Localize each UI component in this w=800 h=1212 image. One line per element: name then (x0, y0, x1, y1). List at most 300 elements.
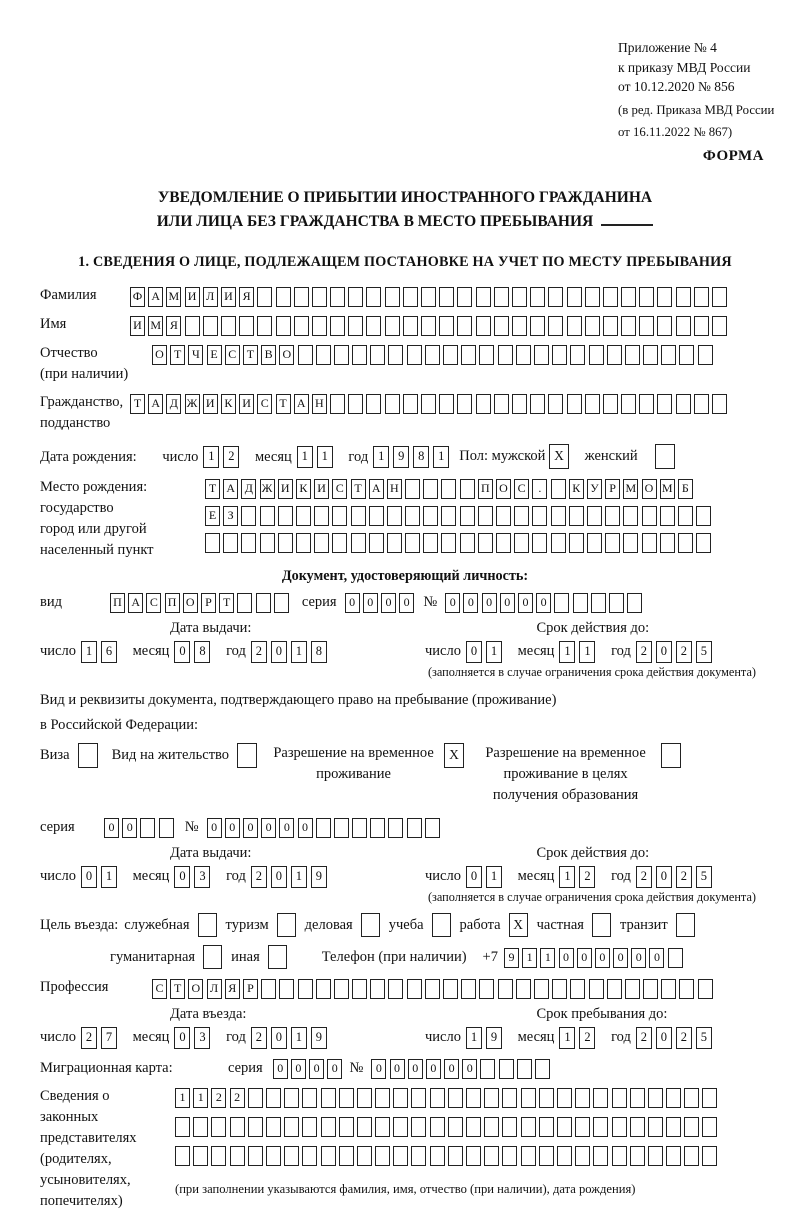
char-cell[interactable]: 2 (676, 866, 692, 888)
char-cell[interactable] (351, 506, 366, 526)
char-cell[interactable]: 5 (696, 641, 712, 663)
char-cell[interactable] (330, 287, 345, 307)
char-cell[interactable]: 0 (656, 1027, 672, 1049)
char-cell[interactable] (666, 1088, 681, 1108)
char-cell[interactable] (460, 479, 475, 499)
char-cell[interactable]: С (146, 593, 161, 613)
char-cell[interactable]: Ж (185, 394, 200, 414)
char-cell[interactable] (479, 345, 494, 365)
char-cell[interactable] (517, 1059, 532, 1079)
char-cell[interactable] (494, 394, 509, 414)
char-cell[interactable] (548, 394, 563, 414)
char-cell[interactable] (312, 287, 327, 307)
char-cell[interactable] (657, 287, 672, 307)
char-cell[interactable] (554, 593, 569, 613)
char-cell[interactable]: 2 (251, 866, 267, 888)
char-cell[interactable] (657, 316, 672, 336)
char-cell[interactable]: Ч (188, 345, 203, 365)
char-cell[interactable] (639, 394, 654, 414)
char-cell[interactable] (237, 593, 252, 613)
char-cell[interactable] (702, 1117, 717, 1137)
char-cell[interactable] (612, 1117, 627, 1137)
purpose-private-checkbox[interactable] (592, 913, 611, 937)
char-cell[interactable]: А (223, 479, 238, 499)
char-cell[interactable]: 1 (101, 866, 117, 888)
char-cell[interactable]: 1 (486, 866, 502, 888)
char-cell[interactable]: И (221, 287, 236, 307)
char-cell[interactable]: 0 (207, 818, 222, 838)
char-cell[interactable]: 3 (194, 1027, 210, 1049)
char-cell[interactable] (585, 287, 600, 307)
char-cell[interactable] (498, 345, 513, 365)
char-cell[interactable]: 8 (413, 446, 429, 468)
char-cell[interactable]: 2 (636, 641, 652, 663)
char-cell[interactable] (387, 533, 402, 553)
char-cell[interactable] (241, 533, 256, 553)
char-cell[interactable] (530, 316, 545, 336)
char-cell[interactable] (441, 506, 456, 526)
char-cell[interactable] (514, 533, 529, 553)
char-cell[interactable] (330, 394, 345, 414)
char-cell[interactable] (302, 1117, 317, 1137)
char-cell[interactable]: 0 (363, 593, 378, 613)
char-cell[interactable] (316, 345, 331, 365)
char-cell[interactable]: 0 (243, 818, 258, 838)
purpose-work-checkbox[interactable]: X (509, 913, 528, 937)
temp-residence-checkbox[interactable]: X (444, 743, 464, 768)
char-cell[interactable] (334, 818, 349, 838)
char-cell[interactable] (276, 316, 291, 336)
char-cell[interactable]: Е (207, 345, 222, 365)
char-cell[interactable] (712, 316, 727, 336)
char-cell[interactable] (648, 1117, 663, 1137)
char-cell[interactable]: 0 (656, 641, 672, 663)
char-cell[interactable] (385, 316, 400, 336)
char-cell[interactable] (388, 979, 403, 999)
char-cell[interactable]: 0 (371, 1059, 386, 1079)
char-cell[interactable] (314, 533, 329, 553)
char-cell[interactable] (405, 533, 420, 553)
char-cell[interactable] (257, 316, 272, 336)
char-cell[interactable] (407, 979, 422, 999)
char-cell[interactable]: 9 (311, 866, 327, 888)
char-cell[interactable]: К (221, 394, 236, 414)
char-cell[interactable]: А (148, 287, 163, 307)
char-cell[interactable] (348, 316, 363, 336)
char-cell[interactable] (496, 533, 511, 553)
char-cell[interactable] (423, 479, 438, 499)
char-cell[interactable]: 0 (466, 866, 482, 888)
char-cell[interactable]: 0 (174, 866, 190, 888)
char-cell[interactable]: Т (170, 345, 185, 365)
char-cell[interactable] (248, 1117, 263, 1137)
char-cell[interactable] (421, 316, 436, 336)
char-cell[interactable] (534, 979, 549, 999)
char-cell[interactable] (366, 287, 381, 307)
char-cell[interactable]: М (623, 479, 638, 499)
char-cell[interactable] (441, 479, 456, 499)
char-cell[interactable]: 0 (482, 593, 497, 613)
char-cell[interactable] (439, 316, 454, 336)
char-cell[interactable] (570, 979, 585, 999)
gender-female-checkbox[interactable] (655, 444, 675, 469)
char-cell[interactable]: 0 (462, 1059, 477, 1079)
char-cell[interactable] (274, 593, 289, 613)
char-cell[interactable] (612, 1088, 627, 1108)
char-cell[interactable]: Л (203, 287, 218, 307)
char-cell[interactable] (448, 1088, 463, 1108)
char-cell[interactable] (666, 1117, 681, 1137)
purpose-study-checkbox[interactable] (432, 913, 451, 937)
char-cell[interactable]: 0 (81, 866, 97, 888)
char-cell[interactable] (630, 1088, 645, 1108)
char-cell[interactable] (411, 1088, 426, 1108)
purpose-other-checkbox[interactable] (268, 945, 287, 969)
char-cell[interactable]: 2 (636, 866, 652, 888)
char-cell[interactable]: 0 (444, 1059, 459, 1079)
char-cell[interactable] (539, 1088, 554, 1108)
char-cell[interactable] (357, 1117, 372, 1137)
char-cell[interactable]: 0 (656, 866, 672, 888)
char-cell[interactable] (676, 287, 691, 307)
char-cell[interactable]: 9 (486, 1027, 502, 1049)
char-cell[interactable]: О (152, 345, 167, 365)
char-cell[interactable] (203, 316, 218, 336)
char-cell[interactable] (407, 818, 422, 838)
char-cell[interactable]: 0 (271, 1027, 287, 1049)
char-cell[interactable] (375, 1088, 390, 1108)
char-cell[interactable] (294, 287, 309, 307)
char-cell[interactable]: 0 (345, 593, 360, 613)
char-cell[interactable] (585, 316, 600, 336)
char-cell[interactable] (679, 979, 694, 999)
char-cell[interactable]: 1 (81, 641, 97, 663)
char-cell[interactable]: Д (241, 479, 256, 499)
char-cell[interactable] (521, 1088, 536, 1108)
char-cell[interactable] (661, 345, 676, 365)
char-cell[interactable] (642, 506, 657, 526)
char-cell[interactable] (296, 506, 311, 526)
char-cell[interactable]: С (332, 479, 347, 499)
char-cell[interactable] (279, 979, 294, 999)
char-cell[interactable] (334, 345, 349, 365)
char-cell[interactable] (607, 345, 622, 365)
char-cell[interactable]: 9 (393, 446, 409, 468)
char-cell[interactable] (630, 1117, 645, 1137)
char-cell[interactable]: 0 (104, 818, 119, 838)
char-cell[interactable] (569, 506, 584, 526)
char-cell[interactable]: 0 (381, 593, 396, 613)
char-cell[interactable] (684, 1117, 699, 1137)
char-cell[interactable] (575, 1117, 590, 1137)
char-cell[interactable] (696, 506, 711, 526)
char-cell[interactable] (621, 394, 636, 414)
char-cell[interactable] (339, 1088, 354, 1108)
char-cell[interactable]: Т (170, 979, 185, 999)
char-cell[interactable]: Я (166, 316, 181, 336)
char-cell[interactable] (512, 316, 527, 336)
char-cell[interactable] (241, 506, 256, 526)
char-cell[interactable] (643, 979, 658, 999)
char-cell[interactable] (551, 506, 566, 526)
char-cell[interactable] (140, 818, 155, 838)
char-cell[interactable]: 2 (579, 1027, 595, 1049)
char-cell[interactable] (484, 1088, 499, 1108)
char-cell[interactable]: 0 (613, 948, 628, 968)
char-cell[interactable]: О (188, 979, 203, 999)
char-cell[interactable]: 1 (175, 1088, 190, 1108)
char-cell[interactable] (591, 593, 606, 613)
char-cell[interactable] (421, 287, 436, 307)
char-cell[interactable]: 0 (225, 818, 240, 838)
char-cell[interactable] (702, 1088, 717, 1108)
char-cell[interactable] (676, 394, 691, 414)
char-cell[interactable]: 0 (463, 593, 478, 613)
char-cell[interactable]: П (478, 479, 493, 499)
char-cell[interactable]: 0 (122, 818, 137, 838)
char-cell[interactable]: М (660, 479, 675, 499)
char-cell[interactable] (478, 506, 493, 526)
char-cell[interactable] (430, 1088, 445, 1108)
char-cell[interactable] (423, 533, 438, 553)
char-cell[interactable]: Н (312, 394, 327, 414)
char-cell[interactable] (479, 979, 494, 999)
char-cell[interactable] (405, 506, 420, 526)
char-cell[interactable]: 0 (426, 1059, 441, 1079)
char-cell[interactable]: 0 (536, 593, 551, 613)
char-cell[interactable] (621, 316, 636, 336)
char-cell[interactable]: Ф (130, 287, 145, 307)
char-cell[interactable] (352, 345, 367, 365)
char-cell[interactable] (185, 316, 200, 336)
char-cell[interactable] (502, 1088, 517, 1108)
char-cell[interactable] (388, 345, 403, 365)
char-cell[interactable] (575, 1088, 590, 1108)
char-cell[interactable]: 2 (211, 1088, 226, 1108)
char-cell[interactable] (425, 345, 440, 365)
char-cell[interactable] (334, 979, 349, 999)
char-cell[interactable]: 2 (223, 446, 239, 468)
char-cell[interactable]: 0 (408, 1059, 423, 1079)
char-cell[interactable] (589, 979, 604, 999)
purpose-humanitarian-checkbox[interactable] (203, 945, 222, 969)
char-cell[interactable]: О (183, 593, 198, 613)
char-cell[interactable]: 0 (466, 641, 482, 663)
char-cell[interactable] (385, 287, 400, 307)
char-cell[interactable]: М (166, 287, 181, 307)
char-cell[interactable]: Т (351, 479, 366, 499)
purpose-business-checkbox[interactable] (361, 913, 380, 937)
char-cell[interactable] (642, 533, 657, 553)
char-cell[interactable] (276, 287, 291, 307)
char-cell[interactable]: А (369, 479, 384, 499)
char-cell[interactable]: 0 (174, 1027, 190, 1049)
char-cell[interactable] (330, 316, 345, 336)
char-cell[interactable] (512, 394, 527, 414)
char-cell[interactable] (332, 533, 347, 553)
char-cell[interactable] (448, 1117, 463, 1137)
char-cell[interactable] (284, 1117, 299, 1137)
char-cell[interactable]: С (257, 394, 272, 414)
char-cell[interactable]: Р (605, 479, 620, 499)
char-cell[interactable]: 0 (327, 1059, 342, 1079)
char-cell[interactable] (159, 818, 174, 838)
char-cell[interactable]: Т (219, 593, 234, 613)
char-cell[interactable] (603, 394, 618, 414)
char-cell[interactable]: . (532, 479, 547, 499)
char-cell[interactable]: 1 (559, 641, 575, 663)
char-cell[interactable] (532, 506, 547, 526)
char-cell[interactable]: 1 (203, 446, 219, 468)
char-cell[interactable]: 1 (540, 948, 555, 968)
char-cell[interactable] (668, 948, 683, 968)
char-cell[interactable] (625, 345, 640, 365)
char-cell[interactable]: С (514, 479, 529, 499)
char-cell[interactable] (351, 533, 366, 553)
char-cell[interactable] (284, 1088, 299, 1108)
char-cell[interactable]: 0 (291, 1059, 306, 1079)
char-cell[interactable] (387, 506, 402, 526)
char-cell[interactable]: 0 (390, 1059, 405, 1079)
char-cell[interactable] (352, 979, 367, 999)
char-cell[interactable] (661, 979, 676, 999)
char-cell[interactable] (316, 818, 331, 838)
char-cell[interactable] (587, 533, 602, 553)
char-cell[interactable] (698, 979, 713, 999)
char-cell[interactable]: М (148, 316, 163, 336)
char-cell[interactable] (370, 979, 385, 999)
char-cell[interactable]: Б (678, 479, 693, 499)
char-cell[interactable] (256, 593, 271, 613)
char-cell[interactable] (530, 287, 545, 307)
char-cell[interactable] (502, 1117, 517, 1137)
char-cell[interactable] (248, 1088, 263, 1108)
char-cell[interactable] (698, 345, 713, 365)
char-cell[interactable]: З (223, 506, 238, 526)
char-cell[interactable]: 3 (194, 866, 210, 888)
char-cell[interactable] (585, 394, 600, 414)
char-cell[interactable]: 8 (194, 641, 210, 663)
char-cell[interactable] (678, 506, 693, 526)
char-cell[interactable] (205, 533, 220, 553)
char-cell[interactable] (298, 345, 313, 365)
char-cell[interactable]: Т (130, 394, 145, 414)
char-cell[interactable]: Н (387, 479, 402, 499)
char-cell[interactable] (266, 1117, 281, 1137)
char-cell[interactable] (678, 533, 693, 553)
char-cell[interactable] (607, 979, 622, 999)
char-cell[interactable] (551, 533, 566, 553)
char-cell[interactable]: 1 (373, 446, 389, 468)
char-cell[interactable]: 2 (676, 1027, 692, 1049)
char-cell[interactable] (478, 533, 493, 553)
char-cell[interactable] (405, 479, 420, 499)
char-cell[interactable]: 0 (631, 948, 646, 968)
char-cell[interactable] (694, 287, 709, 307)
char-cell[interactable] (587, 506, 602, 526)
char-cell[interactable]: 0 (271, 641, 287, 663)
char-cell[interactable] (302, 1088, 317, 1108)
char-cell[interactable]: 0 (174, 641, 190, 663)
char-cell[interactable] (257, 287, 272, 307)
char-cell[interactable] (439, 287, 454, 307)
char-cell[interactable]: 2 (230, 1088, 245, 1108)
char-cell[interactable] (639, 287, 654, 307)
char-cell[interactable] (369, 533, 384, 553)
char-cell[interactable] (679, 345, 694, 365)
char-cell[interactable]: 0 (445, 593, 460, 613)
char-cell[interactable]: 1 (433, 446, 449, 468)
char-cell[interactable] (332, 506, 347, 526)
char-cell[interactable] (385, 394, 400, 414)
char-cell[interactable]: И (239, 394, 254, 414)
char-cell[interactable]: 6 (101, 641, 117, 663)
char-cell[interactable] (694, 394, 709, 414)
char-cell[interactable]: Ж (260, 479, 275, 499)
visa-checkbox[interactable] (78, 743, 98, 768)
char-cell[interactable]: 5 (696, 1027, 712, 1049)
char-cell[interactable]: 0 (518, 593, 533, 613)
char-cell[interactable] (712, 287, 727, 307)
char-cell[interactable] (476, 394, 491, 414)
char-cell[interactable] (516, 345, 531, 365)
char-cell[interactable]: Р (243, 979, 258, 999)
char-cell[interactable]: 0 (595, 948, 610, 968)
char-cell[interactable]: 5 (696, 866, 712, 888)
char-cell[interactable] (605, 533, 620, 553)
char-cell[interactable]: 1 (291, 866, 307, 888)
char-cell[interactable]: П (110, 593, 125, 613)
char-cell[interactable]: 0 (261, 818, 276, 838)
char-cell[interactable] (512, 287, 527, 307)
char-cell[interactable] (316, 979, 331, 999)
char-cell[interactable]: 1 (291, 1027, 307, 1049)
char-cell[interactable]: И (203, 394, 218, 414)
char-cell[interactable] (393, 1088, 408, 1108)
char-cell[interactable] (557, 1117, 572, 1137)
char-cell[interactable] (480, 1059, 495, 1079)
char-cell[interactable] (516, 979, 531, 999)
char-cell[interactable] (461, 345, 476, 365)
char-cell[interactable] (499, 1059, 514, 1079)
char-cell[interactable] (494, 316, 509, 336)
char-cell[interactable] (534, 345, 549, 365)
char-cell[interactable] (366, 394, 381, 414)
char-cell[interactable]: У (587, 479, 602, 499)
char-cell[interactable]: Т (276, 394, 291, 414)
char-cell[interactable]: К (296, 479, 311, 499)
char-cell[interactable] (339, 1117, 354, 1137)
char-cell[interactable] (460, 506, 475, 526)
char-cell[interactable] (567, 394, 582, 414)
char-cell[interactable] (567, 287, 582, 307)
char-cell[interactable]: О (642, 479, 657, 499)
char-cell[interactable] (278, 506, 293, 526)
char-cell[interactable] (570, 345, 585, 365)
char-cell[interactable] (211, 1117, 226, 1137)
char-cell[interactable] (694, 316, 709, 336)
char-cell[interactable] (411, 1117, 426, 1137)
char-cell[interactable] (260, 506, 275, 526)
char-cell[interactable] (696, 533, 711, 553)
char-cell[interactable] (532, 533, 547, 553)
char-cell[interactable] (370, 345, 385, 365)
char-cell[interactable] (551, 479, 566, 499)
char-cell[interactable] (603, 287, 618, 307)
char-cell[interactable] (230, 1117, 245, 1137)
char-cell[interactable] (375, 1117, 390, 1137)
char-cell[interactable] (425, 979, 440, 999)
